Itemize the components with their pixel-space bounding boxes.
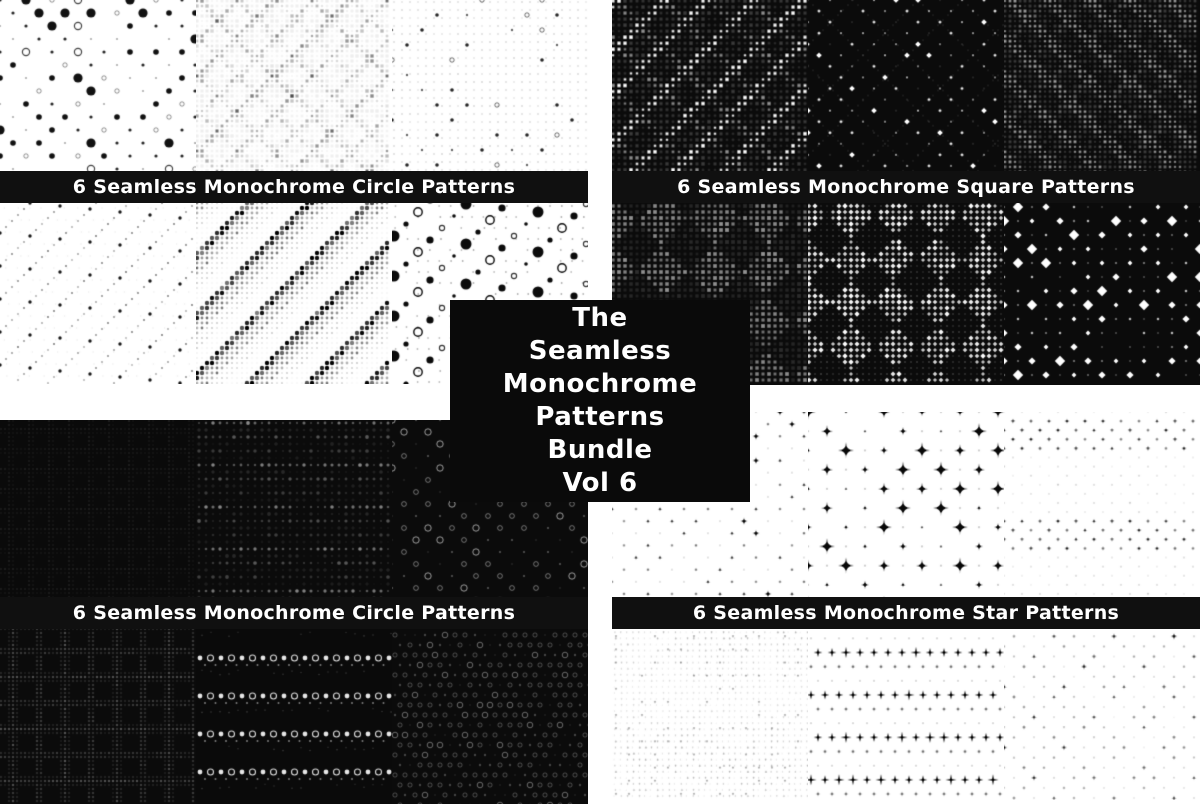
section-banner [612, 171, 1200, 203]
tile-stars-rows [1004, 412, 1200, 606]
tile-diamond-scales [0, 612, 196, 804]
tile-rings-grid [392, 612, 588, 804]
bundle-title-line: Vol 6 [562, 468, 638, 498]
tile-dots-sparse [392, 0, 588, 192]
tile-halftone-ribbons [196, 192, 392, 384]
tile-square-weave-bright [612, 0, 808, 193]
bundle-title-line: The [572, 303, 628, 333]
section-banner-label: 6 Seamless Monochrome Square Patterns [677, 176, 1135, 198]
tile-dot-weave [196, 0, 392, 192]
section-banner-label: 6 Seamless Monochrome Star Patterns [692, 602, 1120, 624]
tile-stars-cross-rows [808, 606, 1004, 800]
section-banner-label: 6 Seamless Monochrome Circle Patterns [72, 602, 516, 624]
bundle-title-line: Patterns [535, 402, 665, 432]
tile-square-checker-bright [808, 193, 1004, 386]
bundle-title-line: Bundle [547, 435, 653, 465]
tile-square-diamonds-bold [1004, 193, 1200, 386]
section-banner [612, 597, 1200, 629]
section-banner [0, 597, 588, 629]
bundle-title-line: Monochrome [502, 369, 698, 399]
tile-square-weave-gray [1004, 0, 1200, 193]
tile-diamond-faint [0, 420, 196, 612]
tile-dot-rows [196, 420, 392, 612]
tile-stars-tiny [612, 606, 808, 800]
bundle-title-line: Seamless [528, 336, 672, 366]
tile-stars-large [808, 412, 1004, 606]
section-banner [0, 171, 588, 203]
tile-diagonal-dot-lines [0, 192, 196, 384]
section-banner-label: 6 Seamless Monochrome Circle Patterns [72, 176, 516, 198]
tile-circle-bands [196, 612, 392, 804]
bundle-title-card [450, 300, 750, 502]
tile-square-sparkle [808, 0, 1004, 193]
tile-stars-clusters [1004, 606, 1200, 800]
tile-circles-mixed [0, 0, 196, 192]
